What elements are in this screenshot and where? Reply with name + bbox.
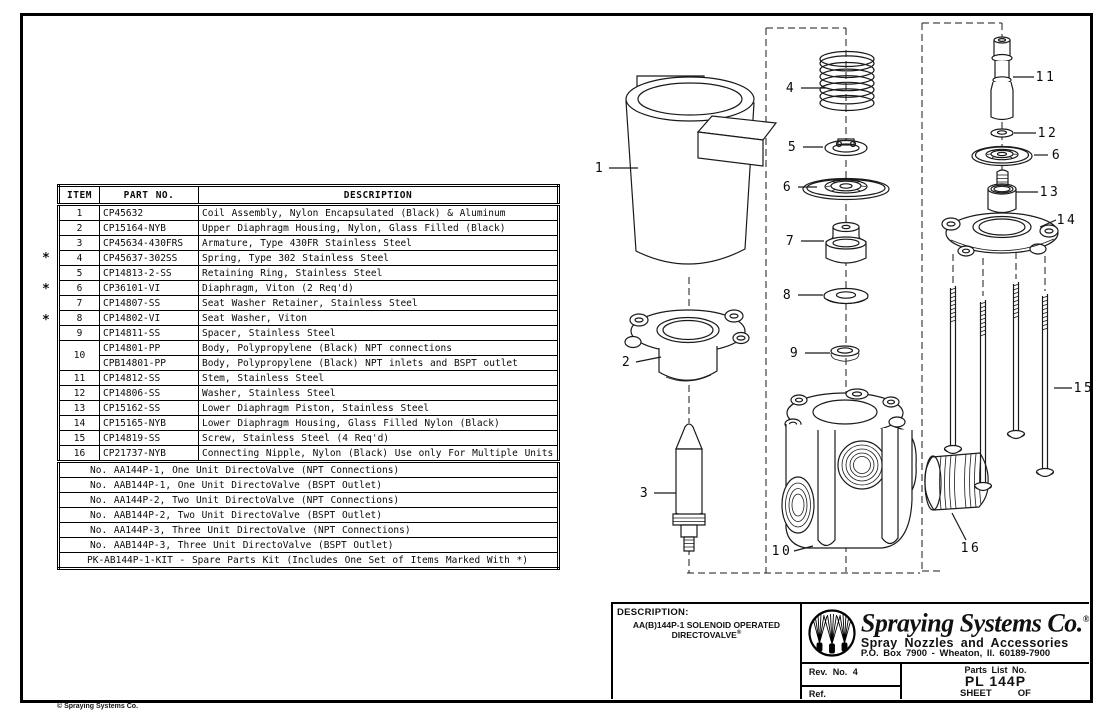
- registered-mark: ®: [1082, 614, 1089, 625]
- table-row: [59, 281, 559, 296]
- item-no: 5: [59, 266, 100, 281]
- table-row: [59, 266, 559, 281]
- model-label: No. AAB144P-1, One Unit DirectoValve (BSPT Outlet): [59, 478, 559, 493]
- part-desc: Stem, Stainless Steel: [199, 371, 559, 386]
- table-row: [59, 251, 559, 266]
- part-desc: Lower Diaphragm Piston, Stainless Steel: [199, 401, 559, 416]
- spare-kit-star-row8: *: [42, 313, 50, 328]
- part-no: CP14812-SS: [100, 371, 199, 386]
- table-row: [59, 356, 559, 371]
- table-row: [59, 205, 559, 221]
- description-label: DESCRIPTION:: [617, 607, 689, 618]
- diaphragm-part-right: [972, 147, 1032, 166]
- part-no: CP21737-NYB: [100, 446, 199, 462]
- retaining-ring-part: [825, 139, 867, 156]
- model-label: No. AA144P-3, Three Unit DirectoValve (NPT Connections): [59, 523, 559, 538]
- col-header-description: DESCRIPTION: [199, 186, 559, 205]
- part-no: CP15162-SS: [100, 401, 199, 416]
- item-no: 3: [59, 236, 100, 251]
- callout-10: 10: [771, 544, 793, 559]
- part-no: CP14811-SS: [100, 326, 199, 341]
- callout-12: 12: [1037, 126, 1059, 141]
- part-no: CP15164-NYB: [100, 221, 199, 236]
- table-row: [59, 221, 559, 236]
- part-desc: Seat Washer Retainer, Stainless Steel: [199, 296, 559, 311]
- item-no: 2: [59, 221, 100, 236]
- model-row: [59, 493, 559, 508]
- item-no: 8: [59, 311, 100, 326]
- table-row: [59, 296, 559, 311]
- valve-body-part: [782, 389, 916, 548]
- item-no: 16: [59, 446, 100, 462]
- model-label: No. AA144P-1, One Unit DirectoValve (NPT Connections): [59, 462, 559, 478]
- part-no: CP45637-302SS: [100, 251, 199, 266]
- spacer-part: [831, 346, 859, 361]
- col-header-partno: PART NO.: [100, 186, 199, 205]
- item-no: 11: [59, 371, 100, 386]
- part-desc: Seat Washer, Viton: [199, 311, 559, 326]
- part-desc: Connecting Nipple, Nylon (Black) Use only For Multiple Units: [199, 446, 559, 462]
- model-row: [59, 462, 559, 478]
- callout-7: 7: [785, 234, 797, 249]
- sheet-of-field: SHEET OF: [960, 688, 1031, 699]
- part-no: CP45632: [100, 205, 199, 221]
- part-desc: Diaphragm, Viton (2 Req'd): [199, 281, 559, 296]
- company-name: Spraying Systems Co.®: [860, 608, 1089, 638]
- part-no: CP14806-SS: [100, 386, 199, 401]
- part-desc: Washer, Stainless Steel: [199, 386, 559, 401]
- coil-assembly-part: [626, 76, 776, 264]
- title-block: [611, 602, 1089, 699]
- callout-9: 9: [789, 346, 801, 361]
- part-no: CP14801-PP: [100, 341, 199, 356]
- part-no: CP45634-430FRS: [100, 236, 199, 251]
- table-row: [59, 401, 559, 416]
- part-no: CP14819-SS: [100, 431, 199, 446]
- part-desc: Spacer, Stainless Steel: [199, 326, 559, 341]
- callout-11: 11: [1035, 70, 1057, 85]
- item-no: 9: [59, 326, 100, 341]
- table-row: [59, 341, 559, 356]
- spring-part: [820, 52, 874, 111]
- exploded-view-diagram: [560, 14, 1099, 606]
- callout-1: 1: [594, 161, 606, 176]
- armature-part: [673, 424, 705, 551]
- model-row: [59, 538, 559, 553]
- parts-list-label: Parts List No.: [964, 665, 1027, 675]
- part-no: CP14813-2-SS: [100, 266, 199, 281]
- table-row: [59, 371, 559, 386]
- table-row: [59, 311, 559, 326]
- diaphragm-part: [803, 179, 889, 200]
- spare-kit-star-row6: *: [42, 282, 50, 297]
- callout-15: 15: [1073, 381, 1095, 396]
- model-label: No. AAB144P-2, Two Unit DirectoValve (BSPT Outlet): [59, 508, 559, 523]
- table-row: [59, 416, 559, 431]
- spare-parts-kit-label: PK-AB144P-1-KIT - Spare Parts Kit (Includes One Set of Items Marked With *): [59, 553, 559, 569]
- table-row: [59, 446, 559, 462]
- callout-4: 4: [785, 81, 797, 96]
- model-row: [59, 553, 559, 569]
- model-label: No. AA144P-2, Two Unit DirectoValve (NPT Connections): [59, 493, 559, 508]
- part-desc: Spring, Type 302 Stainless Steel: [199, 251, 559, 266]
- callout-2: 2: [621, 355, 633, 370]
- table-row: [59, 431, 559, 446]
- model-row: [59, 523, 559, 538]
- part-desc: Lower Diaphragm Housing, Glass Filled Nylon (Black): [199, 416, 559, 431]
- company-box: [802, 604, 1089, 664]
- item-no: 14: [59, 416, 100, 431]
- company-address: P.O. Box 7900 - Wheaton, Il. 60189-7900: [860, 647, 1051, 659]
- model-row: [59, 478, 559, 493]
- callout-14: 14: [1056, 213, 1078, 228]
- table-row: [59, 326, 559, 341]
- description-line2: DIRECTOVALVE®: [671, 630, 742, 640]
- registered-mark: ®: [736, 630, 742, 637]
- copyright-notice: © Spraying Systems Co.: [57, 703, 139, 710]
- item-no: 7: [59, 296, 100, 311]
- lower-diaphragm-piston-part: [988, 170, 1016, 213]
- item-no: 1: [59, 205, 100, 221]
- parts-list-number: PL 144P: [964, 673, 1027, 689]
- table-header-row: [59, 186, 559, 205]
- item-no: 6: [59, 281, 100, 296]
- table-row: [59, 386, 559, 401]
- parts-list-no-box: [902, 664, 1089, 699]
- lower-diaphragm-housing-part: [942, 213, 1058, 256]
- part-desc: Coil Assembly, Nylon Encapsulated (Black) & Aluminum: [199, 205, 559, 221]
- washer-part-middle: [824, 289, 868, 304]
- upper-diaphragm-housing-part: [625, 310, 749, 381]
- part-no: CP36101-VI: [100, 281, 199, 296]
- callout-16: 16: [960, 541, 982, 556]
- washer-part-right: [991, 129, 1013, 137]
- part-no: CP14802-VI: [100, 311, 199, 326]
- col-header-item: ITEM: [59, 186, 100, 205]
- model-label: No. AAB144P-3, Three Unit DirectoValve (BSPT Outlet): [59, 538, 559, 553]
- item-no: 13: [59, 401, 100, 416]
- rev-no-field: Rev. No. 4: [802, 664, 900, 687]
- company-logo-icon: [806, 607, 858, 659]
- company-tagline: Spray Nozzles and Accessories: [860, 635, 1069, 650]
- ref-field: Ref.: [808, 689, 826, 699]
- callout-8: 8: [782, 288, 794, 303]
- callout-13: 13: [1039, 185, 1061, 200]
- part-no: CPB14801-PP: [100, 356, 199, 371]
- table-row: [59, 236, 559, 251]
- part-no: CP15165-NYB: [100, 416, 199, 431]
- item-no: 10: [59, 341, 100, 371]
- connecting-nipple-part: [925, 453, 988, 510]
- callout-6b: 6: [1051, 148, 1063, 163]
- part-desc: Upper Diaphragm Housing, Nylon, Glass Filled (Black): [199, 221, 559, 236]
- model-row: [59, 508, 559, 523]
- item-no: 15: [59, 431, 100, 446]
- part-desc: Body, Polypropylene (Black) NPT connections: [199, 341, 559, 356]
- stem-part: [991, 37, 1013, 120]
- callout-5: 5: [787, 140, 799, 155]
- parts-list-table: [57, 184, 560, 570]
- item-no: 12: [59, 386, 100, 401]
- part-desc: Body, Polypropylene (Black) NPT inlets and BSPT outlet: [199, 356, 559, 371]
- seat-washer-retainer-part: [826, 223, 866, 264]
- part-no: CP14807-SS: [100, 296, 199, 311]
- part-desc: Armature, Type 430FR Stainless Steel: [199, 236, 559, 251]
- description-line1: AA(B)144P-1 SOLENOID OPERATED: [632, 620, 781, 630]
- item-no: 4: [59, 251, 100, 266]
- spare-kit-star-row4: *: [42, 251, 50, 266]
- part-desc: Retaining Ring, Stainless Steel: [199, 266, 559, 281]
- callout-6: 6: [782, 180, 794, 195]
- part-desc: Screw, Stainless Steel (4 Req'd): [199, 431, 559, 446]
- description-box: [613, 604, 802, 699]
- callout-3: 3: [639, 486, 651, 501]
